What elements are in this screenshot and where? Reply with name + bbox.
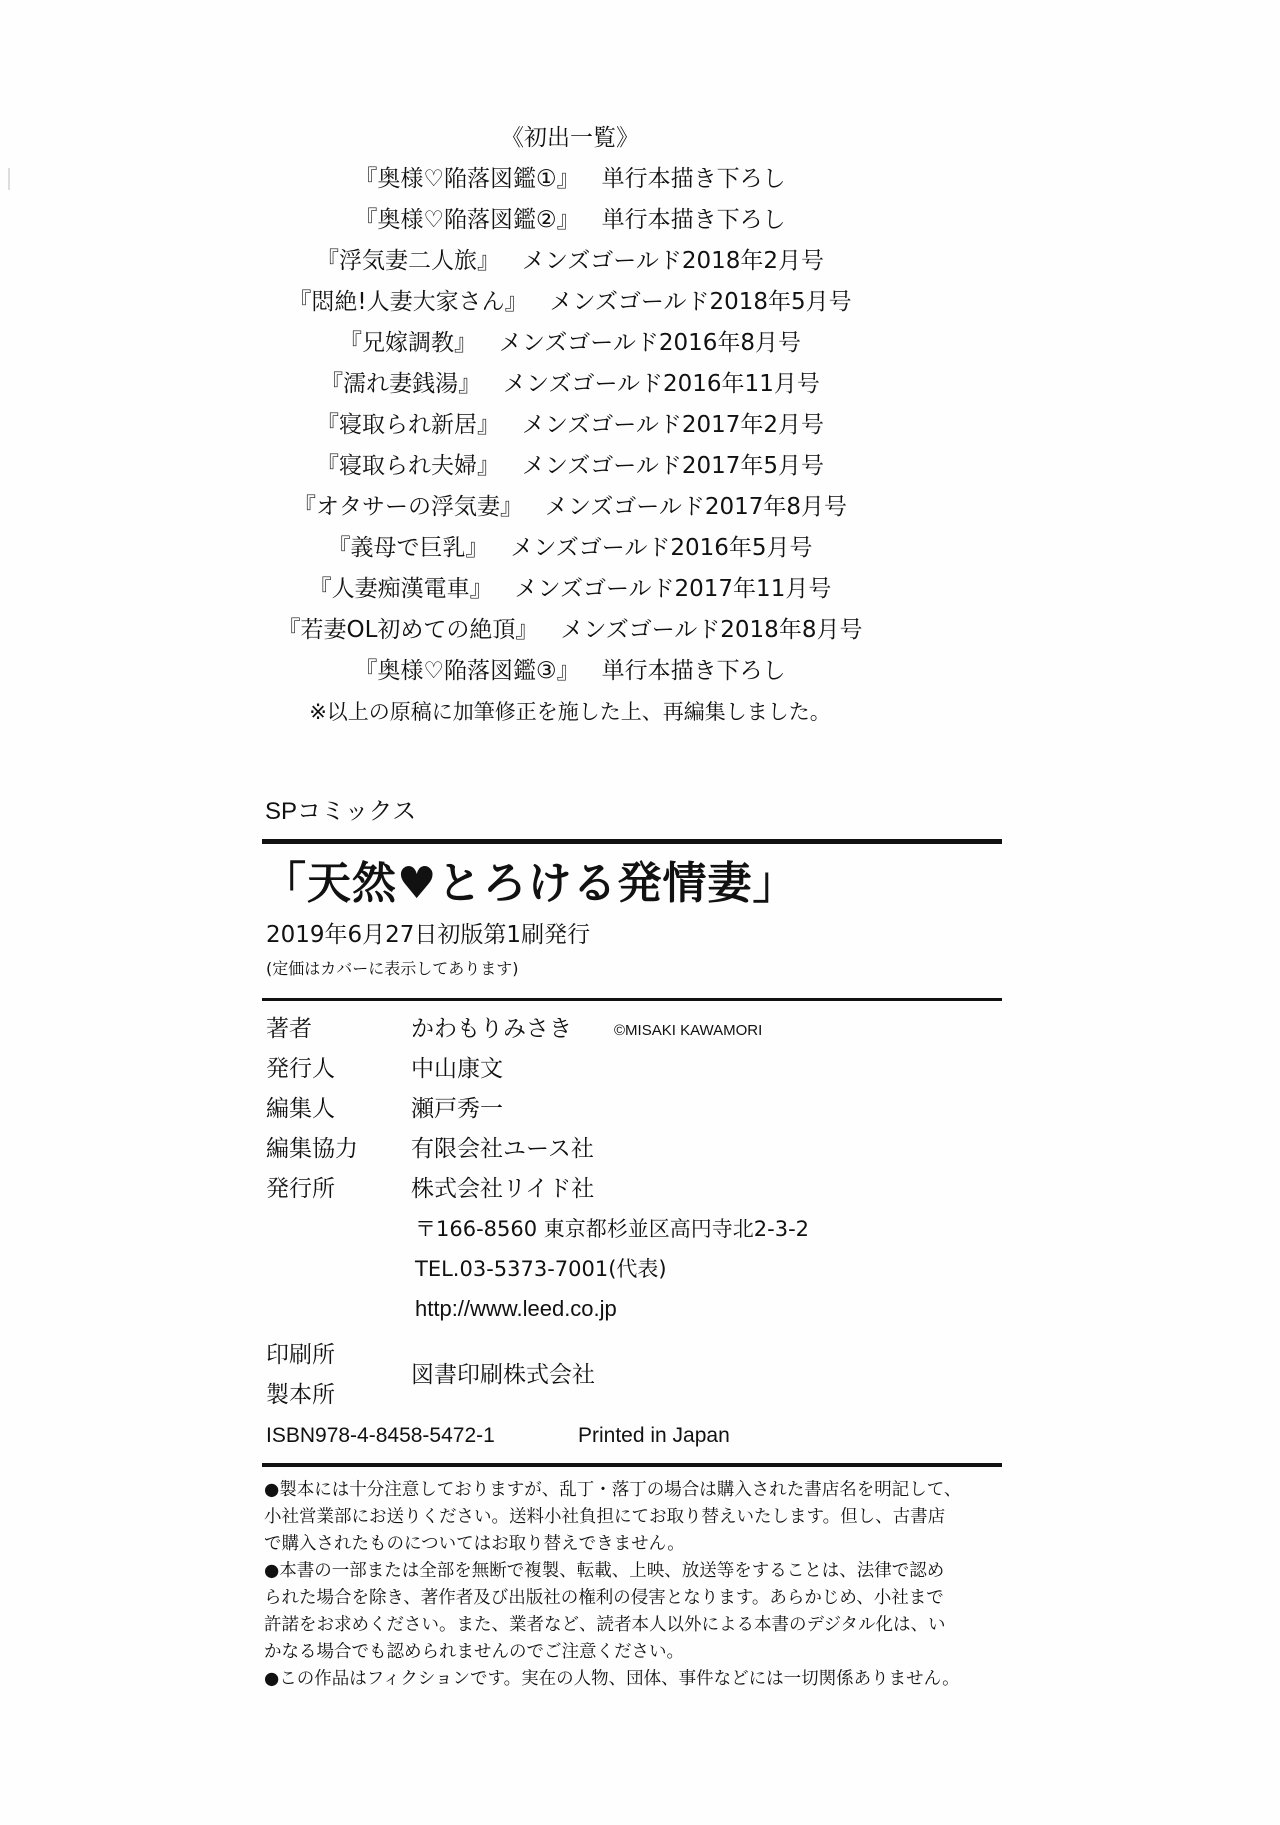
first-appearance-item <box>0 405 1140 446</box>
first-appearance-item <box>0 569 1140 610</box>
work-source: メンズゴールド2018年5月号 <box>549 289 852 315</box>
first-appearance-item <box>0 610 1140 651</box>
first-appearances-heading: 《初出一覧》 <box>501 125 639 151</box>
first-appearance-item <box>0 323 1140 364</box>
notice-line: られた場合を除き、著作者及び出版社の権利の侵害となります。あらかじめ、小社まで <box>264 1588 944 1608</box>
work-source: 単行本描き下ろし <box>601 658 786 684</box>
work-title: 『奥様♡陥落図鑑①』 <box>354 166 580 192</box>
publisher-label: 発行所 <box>266 1176 335 1202</box>
isbn-row <box>266 1417 1002 1455</box>
printer-block <box>266 1335 1002 1415</box>
printer-name: 図書印刷株式会社 <box>411 1362 595 1388</box>
work-source: メンズゴールド2018年8月号 <box>560 617 863 643</box>
work-title: 『人妻痴漢電車』 <box>308 576 493 602</box>
work-source: メンズゴールド2016年11月号 <box>503 371 820 397</box>
isbn: ISBN978-4-8458-5472-1 <box>266 1424 495 1447</box>
colophon-block <box>262 795 1002 1693</box>
work-title: 『浮気妻二人旅』 <box>315 248 500 274</box>
notice-line: 許諾をお求めください。また、業者など、読者本人以外による本書のデジタル化は、い <box>264 1615 946 1635</box>
first-appearance-item <box>0 200 1140 241</box>
first-appearance-item <box>0 651 1140 692</box>
author-name: かわもりみさき <box>411 1016 572 1042</box>
editor-label: 編集人 <box>266 1096 335 1122</box>
work-source: メンズゴールド2016年5月号 <box>510 535 813 561</box>
work-title: 『義母で巨乳』 <box>327 535 489 561</box>
printer-label: 印刷所 <box>266 1342 335 1368</box>
notice-line: 小社営業部にお送りください。送料小社負担にてお取り替えいたします。但し、古書店 <box>264 1507 946 1527</box>
work-title: 『兄嫁調教』 <box>338 330 477 356</box>
work-title: 『オタサーの浮気妻』 <box>292 494 523 520</box>
notice-line: で購入されたものについてはお取り替えできません。 <box>264 1534 685 1554</box>
work-source: メンズゴールド2017年11月号 <box>514 576 832 602</box>
first-appearances-rows <box>0 159 1140 692</box>
publisher-url[interactable]: http://www.leed.co.jp <box>415 1296 617 1321</box>
publisher-name: 株式会社リイド社 <box>411 1176 595 1202</box>
editorial-cooperation-row <box>266 1129 1002 1169</box>
work-source: メンズゴールド2016年8月号 <box>498 330 802 356</box>
edition-date: 2019年6月27日初版第1刷発行 <box>266 922 591 948</box>
work-source: メンズゴールド2017年5月号 <box>521 453 825 479</box>
first-appearance-item <box>0 446 1140 487</box>
credits-table <box>262 1009 1002 1455</box>
work-title: 『寝取られ新居』 <box>315 412 500 438</box>
publisher-person-row <box>266 1049 1002 1089</box>
first-appearance-item <box>0 364 1140 405</box>
editorial-cooperation-label: 編集協力 <box>266 1136 358 1162</box>
publisher-row <box>266 1169 1002 1209</box>
work-title: 『奥様♡陥落図鑑③』 <box>354 658 580 684</box>
work-source: メンズゴールド2017年8月号 <box>544 494 848 520</box>
credits-rule <box>262 998 1002 1001</box>
publisher-person-label: 発行人 <box>266 1056 335 1082</box>
publisher-address: 〒166-8560 東京都杉並区高円寺北2-3-2 <box>415 1217 810 1241</box>
notice-line: かなる場合でも認められませんのでご注意ください。 <box>264 1642 684 1662</box>
work-title: 『悶絶!人妻大家さん』 <box>288 289 528 315</box>
publisher-person-name: 中山康文 <box>411 1056 503 1082</box>
first-appearance-item <box>0 528 1140 569</box>
author-label: 著者 <box>266 1016 312 1042</box>
work-title: 『若妻OL初めての絶頂』 <box>277 617 539 643</box>
first-appearances-list <box>0 118 1140 733</box>
first-appearance-item <box>0 159 1140 200</box>
binder-label: 製本所 <box>266 1382 335 1408</box>
editor-row <box>266 1089 1002 1129</box>
copyright-notice: ©MISAKI KAWAMORI <box>614 1022 763 1039</box>
notice-line: ●本書の一部または全部を無断で複製、転載、上映、放送等をすることは、法律で認め <box>264 1561 945 1581</box>
publisher-tel: TEL.03-5373-7001(代表) <box>415 1257 667 1281</box>
revision-note: ※以上の原稿に加筆修正を施した上、再編集しました。 <box>309 700 831 724</box>
series-label: SPコミックス <box>265 798 417 825</box>
title-rule <box>262 839 1002 844</box>
price-note: (定価はカバーに表示してあります) <box>266 959 519 978</box>
legal-notices <box>262 1477 1002 1693</box>
editor-name: 瀬戸秀一 <box>411 1096 503 1122</box>
work-title: 『奥様♡陥落図鑑②』 <box>354 207 580 233</box>
work-source: メンズゴールド2017年2月号 <box>521 412 825 438</box>
notice-line: ●この作品はフィクションです。実在の人物、団体、事件などには一切関係ありません。 <box>264 1669 960 1689</box>
notice-line: ●製本には十分注意しておりますが、乱丁・落丁の場合は購入された書店名を明記して、 <box>264 1480 962 1500</box>
notices-rule <box>262 1463 1002 1467</box>
work-source: メンズゴールド2018年2月号 <box>521 248 825 274</box>
first-appearance-item <box>0 487 1140 528</box>
first-appearance-item <box>0 282 1140 323</box>
author-row <box>266 1009 1002 1049</box>
work-source: 単行本描き下ろし <box>601 166 786 192</box>
work-title: 『寝取られ夫婦』 <box>315 453 500 479</box>
editorial-cooperation-name: 有限会社ユース社 <box>411 1136 594 1162</box>
work-source: 単行本描き下ろし <box>601 207 786 233</box>
first-appearance-item <box>0 241 1140 282</box>
printed-in: Printed in Japan <box>578 1424 730 1447</box>
book-title: 「天然♥とろける発情妻」 <box>262 858 798 909</box>
work-title: 『濡れ妻銭湯』 <box>320 371 482 397</box>
